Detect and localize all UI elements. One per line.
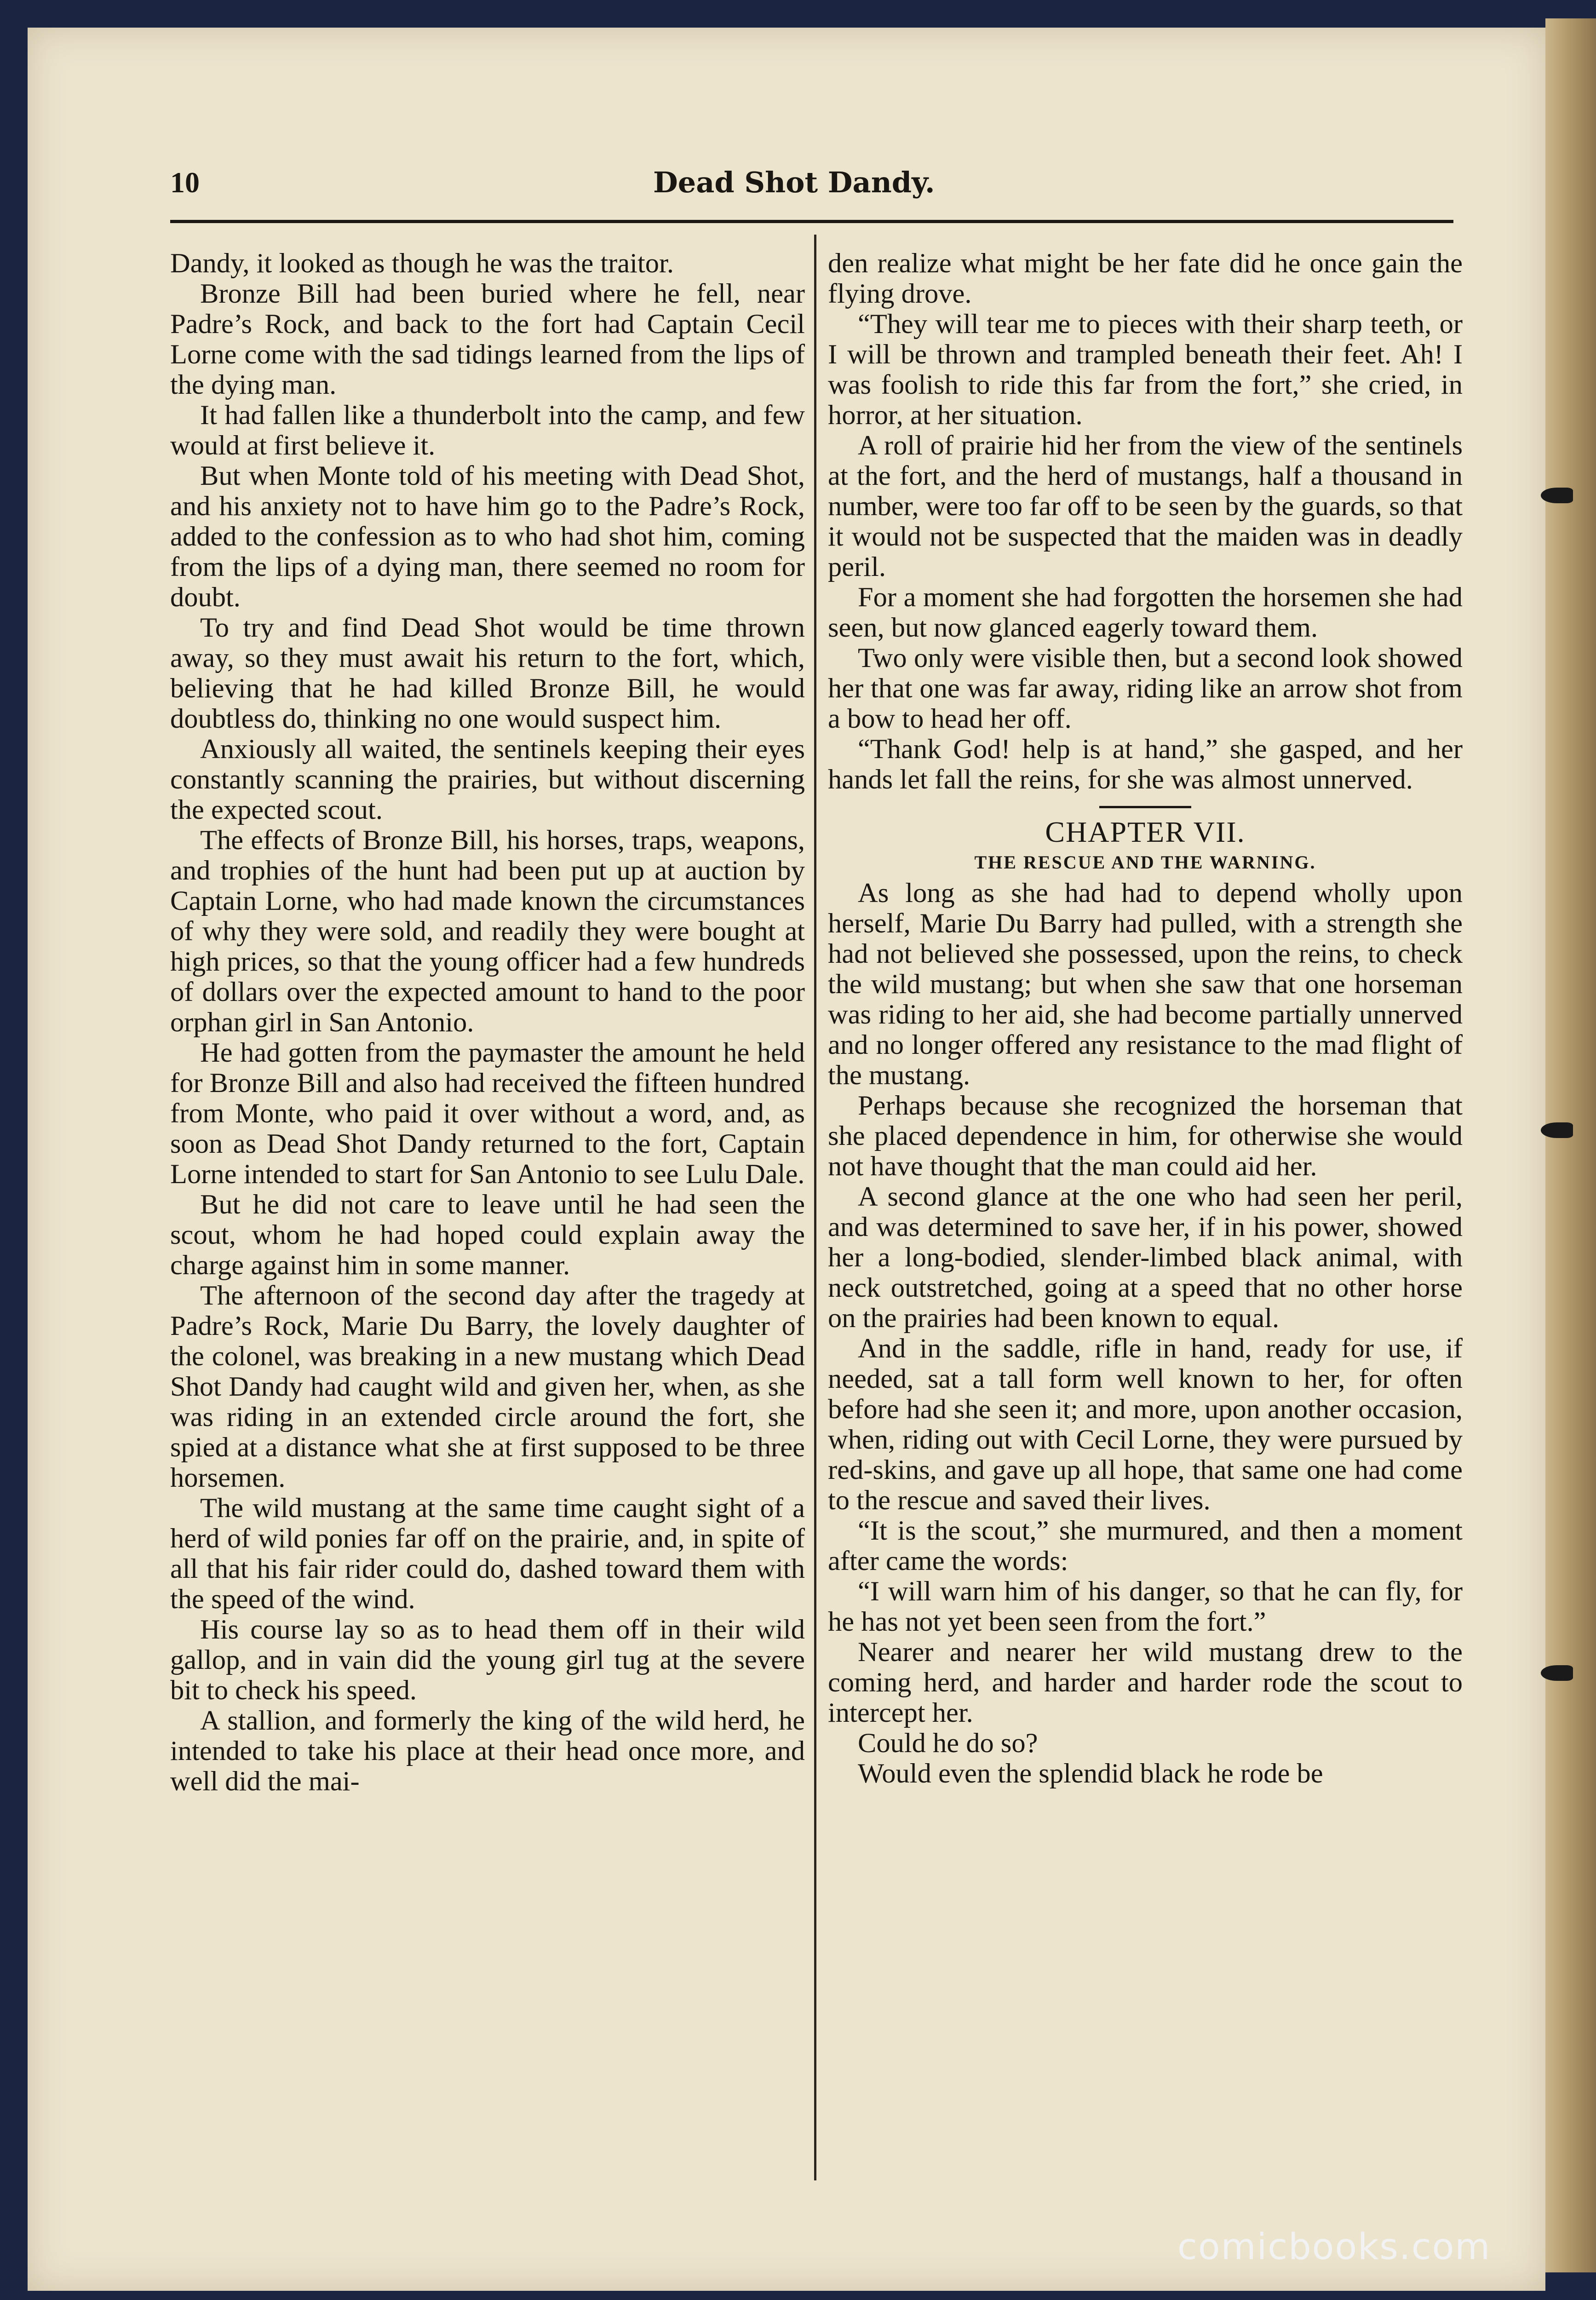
staple-bottom — [1541, 1665, 1573, 1681]
header-rule — [170, 220, 1453, 223]
chapter-subtitle: THE RESCUE AND THE WARNING. — [974, 852, 1316, 873]
right-column — [828, 248, 1463, 1789]
right-column-after-chapter — [828, 878, 1463, 1789]
paragraph: To try and find Dead Shot would be time thrown away, so they must await his return to the fort, which, believing that he had killed Bronze Bill, he would doubtless do, thinking no one would suspect him. — [170, 612, 805, 734]
paragraph: But he did not care to leave until he had seen the scout, whom he had hoped could explain away the charge against him in some manner. — [170, 1189, 805, 1281]
left-column — [170, 248, 805, 1797]
paragraph: A stallion, and formerly the king of the wild herd, he intended to take his place at their head once more, and well did the mai- — [170, 1705, 805, 1797]
staple-top — [1541, 488, 1573, 503]
paragraph: “I will warn him of his danger, so that he can fly, for he has not yet been seen from the fort.” — [828, 1576, 1463, 1637]
paragraph: But when Monte told of his meeting with Dead Shot, and his anxiety not to have him go to the Padre’s Rock, added to the confession as to who had shot him, coming from the lips of a dying man, there seemed no room for doubt. — [170, 460, 805, 613]
page-header — [170, 166, 1453, 207]
paragraph: His course lay so as to head them off in their wild gallop, and in vain did the young girl tug at the severe bit to check his speed. — [170, 1614, 805, 1706]
page-number: 10 — [170, 166, 200, 199]
paragraph: Nearer and nearer her wild mustang drew to the coming herd, and harder and harder rode the scout to intercept her. — [828, 1637, 1463, 1728]
chapter-title: CHAPTER VII. — [1045, 816, 1246, 848]
paragraph: For a moment she had forgotten the horsemen she had seen, but now glanced eagerly toward them. — [828, 582, 1463, 643]
paragraph: Perhaps because she recognized the horseman that she placed dependence in him, for otherwise she would not have thought that the man could aid her. — [828, 1090, 1463, 1182]
paragraph: Would even the splendid black he rode be — [858, 1758, 1323, 1789]
paragraph: The effects of Bronze Bill, his horses, traps, weapons, and trophies of the hunt had been put up at auction by Captain Lorne, who had made known the circumstances of why they were sold, and readily they were bought at high prices, so that the young officer had a few hundreds of dollars over the expected amount to hand to the poor orphan girl in San Antonio. — [170, 825, 805, 1038]
paragraph: den realize what might be her fate did he once gain the flying drove. — [828, 248, 1463, 309]
paragraph: And in the saddle, rifle in hand, ready for use, if needed, sat a tall form well known to her, for often before had she seen it; and more, upon another occasion, when, riding out with Cecil Lorne, they were pursued by red-skins, and gave up all hope, that same one had come to the rescue and saved their lives. — [828, 1333, 1463, 1516]
paragraph: Could he do so? — [858, 1728, 1038, 1759]
paragraph: It had fallen like a thunderbolt into the camp, and few would at first believe it. — [170, 400, 805, 461]
paragraph: A second glance at the one who had seen her peril, and was determined to save her, if in his power, showed her a long-bodied, slender-limbed black animal, with neck outstretched, going at a speed that no other horse on the prairies had been known to equal. — [828, 1181, 1463, 1334]
paragraph: Dandy, it looked as though he was the traitor. — [170, 248, 674, 279]
paragraph: Bronze Bill had been buried where he fell, near Padre’s Rock, and back to the fort had Captain Cecil Lorne come with the sad tidings learned from the lips of the dying man. — [170, 278, 805, 400]
paragraph: The wild mustang at the same time caught sight of a herd of wild ponies far off on the prairie, and, in spite of all that his fair rider could do, dashed toward them with the speed of the wind. — [170, 1493, 805, 1615]
paragraph: The afternoon of the second day after the tragedy at Padre’s Rock, Marie Du Barry, the lovely daughter of the colonel, was breaking in a new mustang which Dead Shot Dandy had caught wild and given her, when, as she was riding in an extended circle around the fort, she spied at a distance what she at first supposed to be three horsemen. — [170, 1280, 805, 1493]
paragraph: “It is the scout,” she murmured, and then a moment after came the words: — [828, 1515, 1463, 1576]
column-divider — [814, 235, 816, 2180]
paragraph: He had gotten from the paymaster the amount he held for Bronze Bill and also had received the fifteen hundred from Monte, who paid it over without a word, and, as soon as Dead Shot Dandy returned to the fort, Captain Lorne intended to start for San Antonio to see Lulu Dale. — [170, 1037, 805, 1190]
paragraph: Anxiously all waited, the sentinels keeping their eyes constantly scanning the prairies, but without discerning the expected scout. — [170, 734, 805, 825]
running-title: Dead Shot Dandy. — [653, 166, 935, 199]
paragraph: Two only were visible then, but a second look showed her that one was far away, riding like an arrow shot from a bow to head her off. — [828, 643, 1463, 734]
chapter-ornament-rule — [1099, 806, 1191, 808]
binding-spine — [1545, 18, 1596, 2272]
right-column-before-chapter — [828, 248, 1463, 795]
paragraph: A roll of prairie hid her from the view of the sentinels at the fort, and the herd of mustangs, half a thousand in number, were too far off to be seen by the guards, so that it would not be suspected that the maiden was in deadly peril. — [828, 430, 1463, 582]
watermark: comicbooks.com — [1177, 2226, 1491, 2268]
paragraph: As long as she had had to depend wholly upon herself, Marie Du Barry had pulled, with a strength she had not believed she possessed, upon the reins, to check the wild mustang; but when she saw that one horseman was riding to her aid, she had become partially unnerved and no longer offered any resistance to the mad flight of the mustang. — [828, 878, 1463, 1091]
paragraph: “Thank God! help is at hand,” she gasped, and her hands let fall the reins, for she was almost unnerved. — [828, 734, 1463, 795]
staple-middle — [1541, 1122, 1573, 1138]
paragraph: “They will tear me to pieces with their sharp teeth, or I will be thrown and trampled beneath their feet. Ah! I was foolish to ride this far from the fort,” she cried, in horror, at her situation. — [828, 309, 1463, 431]
